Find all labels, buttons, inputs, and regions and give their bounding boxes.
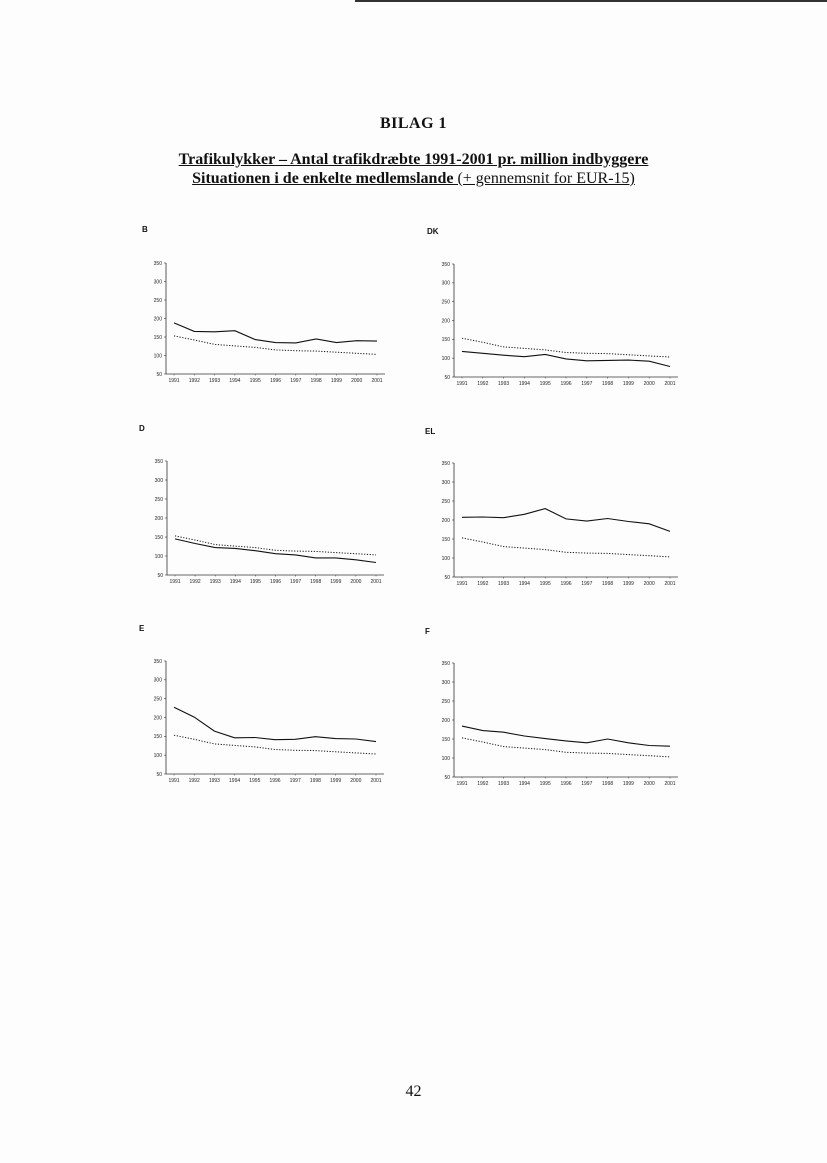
subtitle-rest: (+ gennemsnit for EUR-15) — [453, 170, 635, 187]
x-tick-label-b: 1994 — [229, 378, 241, 384]
x-tick-label-el: 1994 — [518, 581, 530, 587]
x-tick-label-b: 1996 — [269, 378, 282, 384]
x-tick-label-d: 1992 — [189, 579, 201, 585]
y-tick-label-dk: 350 — [441, 261, 450, 268]
y-tick-label-el: 50 — [444, 574, 450, 581]
x-tick-label-d: 1993 — [209, 579, 221, 585]
x-tick-label-dk: 1993 — [498, 381, 510, 387]
x-tick-label-b: 2001 — [371, 378, 383, 384]
x-tick-label-e: 2001 — [370, 778, 382, 784]
x-tick-label-f: 1999 — [622, 781, 634, 787]
x-tick-label-e: 1998 — [309, 778, 321, 784]
country-line-f — [462, 726, 670, 746]
x-tick-label-e: 1999 — [330, 778, 342, 784]
y-tick-label-e: 300 — [153, 677, 162, 684]
x-tick-label-f: 2001 — [664, 781, 676, 787]
x-tick-label-el: 1996 — [560, 581, 572, 587]
x-tick-label-b: 1992 — [188, 378, 200, 384]
x-tick-label-dk: 1996 — [560, 381, 572, 387]
subtitle-bold: Situationen i de enkelte medlemslande — [192, 170, 454, 187]
y-tick-label-e: 200 — [153, 715, 162, 722]
panel-label-el: EL — [425, 427, 436, 436]
x-tick-label-b: 1998 — [310, 378, 322, 384]
x-tick-label-d: 1996 — [269, 579, 282, 585]
y-tick-label-f: 100 — [441, 755, 450, 762]
appendix-title: BILAG 1 — [379, 115, 448, 132]
y-tick-label-f: 200 — [441, 717, 450, 724]
x-tick-label-dk: 1999 — [622, 381, 634, 387]
x-tick-label-e: 1996 — [269, 778, 281, 784]
x-tick-label-f: 2000 — [643, 781, 655, 787]
x-tick-label-b: 1991 — [168, 378, 180, 384]
x-tick-label-e: 1997 — [289, 778, 301, 784]
x-tick-label-f: 1995 — [539, 781, 551, 787]
x-tick-label-dk: 1998 — [602, 381, 614, 387]
y-tick-label-b: 150 — [153, 334, 162, 341]
x-tick-label-el: 1991 — [456, 581, 468, 587]
y-tick-label-f: 150 — [441, 736, 450, 743]
x-tick-label-e: 1994 — [229, 778, 241, 784]
main-title: Trafikulykker – Antal trafikdræbte 1991-2001 pr. million indbyggere — [178, 151, 649, 168]
y-tick-label-dk: 50 — [444, 374, 450, 381]
x-tick-label-b: 1999 — [330, 378, 342, 384]
x-tick-label-d: 1997 — [290, 579, 302, 585]
x-tick-label-b: 1993 — [209, 378, 221, 384]
x-tick-label-f: 1991 — [456, 781, 468, 787]
y-tick-label-e: 150 — [153, 734, 162, 741]
x-tick-label-el: 2000 — [643, 581, 655, 587]
x-tick-label-dk: 1992 — [477, 381, 489, 387]
x-tick-label-f: 1997 — [581, 781, 593, 787]
y-tick-label-d: 150 — [154, 534, 163, 541]
y-tick-label-b: 300 — [153, 279, 162, 286]
y-tick-label-el: 350 — [441, 460, 450, 467]
x-tick-label-f: 1996 — [560, 781, 572, 787]
x-tick-label-el: 1999 — [622, 581, 634, 587]
x-tick-label-el: 1993 — [498, 581, 510, 587]
y-tick-label-d: 200 — [154, 515, 163, 522]
x-tick-label-e: 1991 — [168, 778, 180, 784]
y-tick-label-b: 250 — [153, 297, 162, 304]
y-tick-label-el: 250 — [441, 498, 450, 505]
x-tick-label-el: 1997 — [581, 581, 593, 587]
panel-label-f: F — [425, 627, 430, 636]
x-tick-label-f: 1993 — [498, 781, 510, 787]
panel-label-e: E — [139, 624, 145, 633]
panel-label-dk: DK — [427, 227, 439, 236]
x-tick-label-f: 1992 — [477, 781, 489, 787]
y-tick-label-f: 50 — [444, 774, 450, 781]
x-tick-label-b: 1997 — [290, 378, 302, 384]
panel-label-b: B — [142, 225, 148, 234]
y-tick-label-dk: 250 — [441, 299, 450, 306]
x-tick-label-e: 2000 — [350, 778, 362, 784]
y-tick-label-e: 100 — [153, 752, 162, 759]
x-tick-label-e: 1995 — [249, 778, 261, 784]
panel-label-d: D — [139, 424, 145, 433]
y-tick-label-d: 250 — [154, 496, 163, 503]
x-tick-label-d: 1991 — [169, 579, 181, 585]
y-tick-label-dk: 150 — [441, 337, 450, 344]
y-tick-label-b: 350 — [153, 260, 162, 267]
x-tick-label-dk: 1994 — [518, 381, 530, 387]
y-tick-label-f: 350 — [441, 660, 450, 667]
x-tick-label-el: 1995 — [539, 581, 551, 587]
x-tick-label-d: 1998 — [310, 579, 322, 585]
x-tick-label-d: 2001 — [370, 579, 382, 585]
y-tick-label-el: 100 — [441, 555, 450, 562]
x-tick-label-el: 2001 — [664, 581, 676, 587]
y-tick-label-dk: 100 — [441, 355, 450, 362]
y-tick-label-el: 150 — [441, 536, 450, 543]
x-tick-label-d: 1994 — [229, 579, 241, 585]
y-tick-label-dk: 300 — [441, 280, 450, 287]
x-tick-label-dk: 1995 — [539, 381, 551, 387]
y-tick-label-d: 350 — [154, 458, 163, 465]
x-tick-label-dk: 2000 — [643, 381, 655, 387]
x-tick-label-el: 1998 — [602, 581, 614, 587]
y-tick-label-d: 100 — [154, 553, 163, 560]
x-tick-label-d: 2000 — [350, 579, 362, 585]
y-tick-label-b: 100 — [153, 353, 162, 360]
y-tick-label-b: 50 — [156, 371, 162, 378]
x-tick-label-b: 2000 — [351, 378, 363, 384]
x-tick-label-f: 1994 — [518, 781, 530, 787]
x-tick-label-e: 1992 — [188, 778, 200, 784]
page-number: 42 — [405, 1083, 422, 1100]
x-tick-label-dk: 2001 — [664, 381, 676, 387]
y-tick-label-e: 350 — [153, 658, 162, 665]
y-tick-label-b: 200 — [153, 316, 162, 323]
y-tick-label-e: 250 — [153, 696, 162, 703]
y-tick-label-el: 300 — [441, 479, 450, 486]
x-tick-label-b: 1995 — [249, 378, 261, 384]
x-tick-label-dk: 1991 — [456, 381, 468, 387]
y-tick-label-d: 50 — [157, 572, 163, 579]
y-tick-label-e: 50 — [156, 771, 162, 778]
y-tick-label-f: 250 — [441, 698, 450, 705]
x-tick-label-d: 1999 — [330, 579, 342, 585]
y-tick-label-el: 200 — [441, 517, 450, 524]
x-tick-label-dk: 1997 — [581, 381, 593, 387]
y-tick-label-dk: 200 — [441, 318, 450, 325]
x-tick-label-e: 1993 — [208, 778, 220, 784]
x-tick-label-f: 1998 — [602, 781, 614, 787]
x-tick-label-el: 1992 — [477, 581, 489, 587]
x-tick-label-d: 1995 — [249, 579, 261, 585]
y-tick-label-d: 300 — [154, 477, 163, 484]
y-tick-label-f: 300 — [441, 679, 450, 686]
